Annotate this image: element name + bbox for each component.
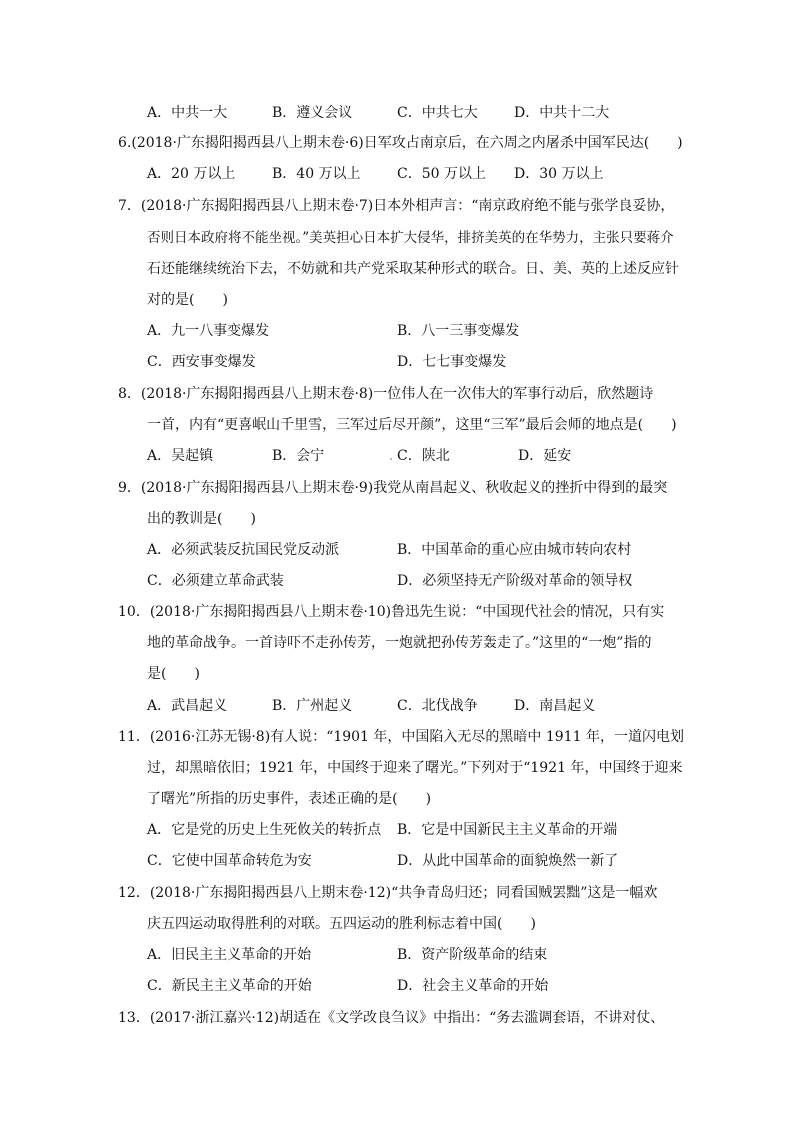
q12-question-line: 庆五四运动取得胜利的对联。五四运动的胜利标志着中国( ) <box>147 916 536 932</box>
q5-option-a[interactable]: A．中共一大 <box>147 105 228 121</box>
q11-question-line: 了曙光”所指的历史事件，表述正确的是( ) <box>147 791 432 807</box>
q12-question-line: 12．(2018·广东揭阳揭西县八上期末卷·12)“共争青岛归还；同看国贼罢黜”这是一幅欢 <box>118 885 658 901</box>
q7-option-c[interactable]: C．西安事变爆发 <box>147 354 256 370</box>
q11-option-a[interactable]: A．它是党的历史上生死攸关的转折点 <box>147 822 382 838</box>
q11-option-c[interactable]: C．它使中国革命转危为安 <box>147 853 312 869</box>
q12-option-b[interactable]: B．资产阶级革命的结束 <box>397 947 548 963</box>
q12-option-c[interactable]: C．新民主主义革命的开始 <box>147 978 312 994</box>
q9-option-b[interactable]: B．中国革命的重心应由城市转向农村 <box>397 542 632 558</box>
q11-question-line: 11．(2016·江苏无锡·8)有人说：“1901 年，中国陷入无尽的黑暗中 1911 年，一道闪电划 <box>118 729 684 745</box>
q10-option-a[interactable]: A．武昌起义 <box>147 698 228 714</box>
q9-option-d[interactable]: D．必须坚持无产阶级对革命的领导权 <box>397 573 633 589</box>
q5-option-b[interactable]: B．遵义会议 <box>272 105 353 121</box>
q7-option-a[interactable]: A．九一八事变爆发 <box>147 323 270 339</box>
q7-question-line: 对的是( ) <box>147 292 228 308</box>
q13-question-line: 13．(2017·浙江嘉兴·12)胡适在《文学改良刍议》中指出：“务去滥调套语，不讲对仗、 <box>118 1010 665 1026</box>
q11-question-line: 过，却黑暗依旧；1921 年，中国终于迎来了曙光。”下列对于“1921 年，中国终于迎来 <box>147 760 683 776</box>
q5-option-c[interactable]: C．中共七大 <box>397 105 478 121</box>
q10-question-line: 是( ) <box>147 666 200 682</box>
q10-question-line: 10．(2018·广东揭阳揭西县八上期末卷·10)鲁迅先生说：“中国现代社会的情况，只有实 <box>118 604 665 620</box>
q7-option-d[interactable]: D．七七事变爆发 <box>397 354 507 370</box>
q10-option-d[interactable]: D．南昌起义 <box>514 698 596 714</box>
q7-option-b[interactable]: B．八一三事变爆发 <box>397 323 520 339</box>
q6-option-c[interactable]: C．50 万以上 <box>397 166 486 182</box>
q7-question-line: 否则日本政府将不能坐视。”美英担心日本扩大侵华，排挤美英的在华势力，主张只要蒋介 <box>147 230 674 246</box>
q10-question-line: 地的革命战争。一首诗吓不走孙传芳，一炮就把孙传芳轰走了。”这里的“一炮”指的 <box>147 635 652 651</box>
q10-option-c[interactable]: C．北伐战争 <box>397 698 478 714</box>
q10-option-b[interactable]: B．广州起义 <box>272 698 353 714</box>
q8-option-d[interactable]: D．延安 <box>518 448 572 464</box>
q7-question-line: 7．(2018·广东揭阳揭西县八上期末卷·7)日本外相声言：“南京政府绝不能与张学良妥协， <box>118 198 675 214</box>
q9-question-line: 9．(2018·广东揭阳揭西县八上期末卷·9)我党从南昌起义、秋收起义的挫折中得到的最突 <box>118 480 668 496</box>
q6-option-d[interactable]: D．30 万以上 <box>514 166 604 182</box>
q9-option-a[interactable]: A．必须武装反抗国民党反动派 <box>147 542 340 558</box>
q12-option-d[interactable]: D．社会主义革命的开始 <box>397 978 549 994</box>
stray-dot-mark <box>390 458 392 460</box>
q8-option-a[interactable]: A．吴起镇 <box>147 448 214 464</box>
q11-option-d[interactable]: D．从此中国革命的面貌焕然一新了 <box>397 853 619 869</box>
q9-question-line: 出的教训是( ) <box>147 511 256 527</box>
q8-question-line: 一首，内有“更喜岷山千里雪，三军过后尽开颜”，这里“三军”最后会师的地点是( ) <box>147 417 677 433</box>
q5-option-d[interactable]: D．中共十二大 <box>514 105 610 121</box>
q11-option-b[interactable]: B．它是中国新民主主义革命的开端 <box>397 822 618 838</box>
q12-option-a[interactable]: A．旧民主主义革命的开始 <box>147 947 312 963</box>
q6-question: 6.(2018·广东揭阳揭西县八上期末卷·6)日军攻占南京后，在六周之内屠杀中国军民达( ) <box>118 135 683 151</box>
q7-question-line: 石还能继续统治下去，不妨就和共产党采取某种形式的联合。日、美、英的上述反应针 <box>147 261 679 277</box>
q8-option-b[interactable]: B．会宁 <box>272 448 325 464</box>
q9-option-c[interactable]: C．必须建立革命武装 <box>147 573 284 589</box>
q8-question-line: 8．(2018·广东揭阳揭西县八上期末卷·8)一位伟人在一次伟大的军事行动后，欣然题诗 <box>118 386 654 402</box>
q6-option-a[interactable]: A．20 万以上 <box>147 166 236 182</box>
q8-option-c[interactable]: C．陕北 <box>397 448 450 464</box>
q6-option-b[interactable]: B．40 万以上 <box>272 166 361 182</box>
